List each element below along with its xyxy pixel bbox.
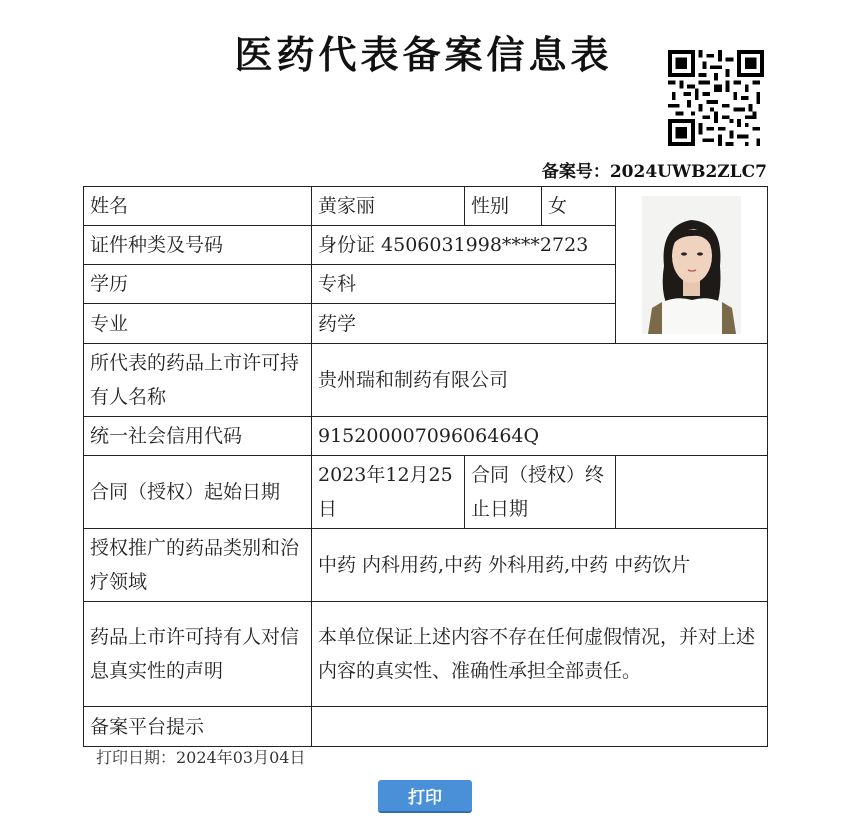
drug-category-value: 中药 内科用药,中药 外科用药,中药 中药饮片 — [312, 529, 768, 602]
statement-value: 本单位保证上述内容不存在任何虚假情况，并对上述内容的真实性、准确性承担全部责任。 — [312, 602, 768, 707]
gender-label: 性别 — [465, 187, 542, 226]
credit-code-label: 统一社会信用代码 — [84, 417, 312, 456]
start-date-label: 合同（授权）起始日期 — [84, 456, 312, 529]
page-title: 医药代表备案信息表 — [234, 32, 613, 77]
print-date: 打印日期：2024年03月04日 — [96, 748, 306, 767]
print-button[interactable]: 打印 — [378, 780, 472, 813]
end-date-label: 合同（授权）终止日期 — [465, 456, 616, 529]
drug-category-label: 授权推广的药品类别和治疗领域 — [84, 529, 312, 602]
major-label: 专业 — [84, 304, 312, 344]
statement-label: 药品上市许可持有人对信息真实性的声明 — [84, 602, 312, 707]
info-table — [83, 186, 768, 747]
photo-cell — [616, 187, 768, 344]
holder-value: 贵州瑞和制药有限公司 — [312, 344, 768, 417]
record-number: 备案号：2024UWB2ZLC7 — [541, 162, 767, 182]
platform-hint-label: 备案平台提示 — [84, 707, 312, 747]
name-value: 黄家丽 — [312, 187, 465, 226]
start-date-value: 2023年12月25日 — [312, 456, 465, 529]
major-value: 药学 — [312, 304, 616, 344]
gender-value: 女 — [542, 187, 616, 226]
id-value: 身份证 4506031998****2723 — [312, 226, 616, 265]
person-photo — [642, 196, 741, 334]
name-label: 姓名 — [84, 187, 312, 226]
credit-code-value: 91520000709606464Q — [312, 417, 768, 456]
id-label: 证件种类及号码 — [84, 226, 312, 265]
qr-code-icon — [668, 50, 764, 146]
end-date-value — [616, 456, 768, 529]
education-value: 专科 — [312, 265, 616, 304]
holder-label: 所代表的药品上市许可持有人名称 — [84, 344, 312, 417]
education-label: 学历 — [84, 265, 312, 304]
platform-hint-value — [312, 707, 768, 747]
